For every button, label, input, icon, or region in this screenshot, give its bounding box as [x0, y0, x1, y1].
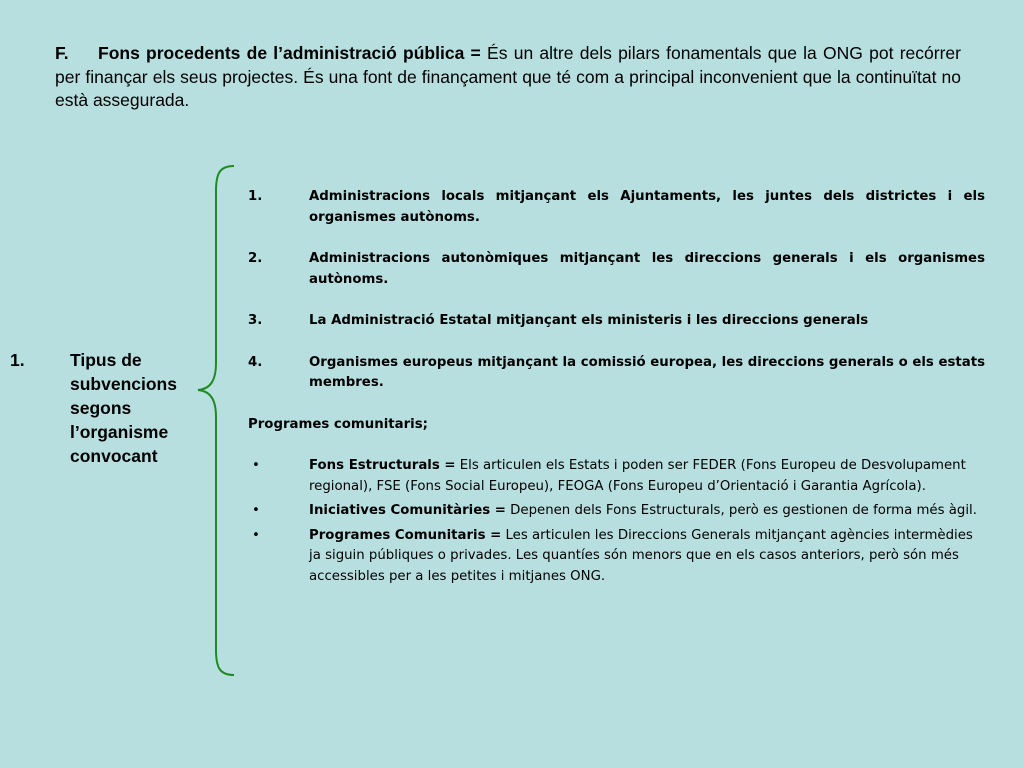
- bullet-title: Iniciatives Comunitàries =: [309, 503, 506, 518]
- list-item: [248, 249, 985, 290]
- subsidy-type-line: subvencions: [70, 374, 177, 394]
- list-number: 4.: [248, 354, 263, 370]
- subsidy-type-line: Tipus de: [70, 350, 142, 370]
- content-list: [248, 187, 985, 591]
- list-text: La Administració Estatal mitjançant els ministeris i les direccions generals: [309, 313, 869, 328]
- bullet-item: [248, 501, 985, 522]
- section-letter: F.: [55, 43, 69, 63]
- header-text: És un altre dels pilars fonamentals que la ONG pot recórrer per finançar els seus projectes. És una font de finançament que té com a principal inconvenient que la continuïtat no està assegurada.: [55, 43, 961, 110]
- bullet-item: [248, 526, 985, 588]
- bullet-text: Les articulen les Direccions Generals mitjançant agències intermèdies ja siguin públiques o privades. Les quantíes són menors que en els casos anteriors, però són més accessibles per a les petites i mitjanes ONG.: [309, 527, 973, 584]
- header-paragraph: [55, 42, 961, 113]
- list-number: 2.: [248, 251, 263, 266]
- bullet-symbol: •: [252, 503, 260, 518]
- programes-heading: Programes comunitaris;: [248, 416, 428, 432]
- subsidy-type-number: 1.: [10, 350, 25, 370]
- list-text: Organismes europeus mitjançant la comissió europea, les direccions generals o els estats membres.: [309, 354, 985, 390]
- bullet-title: Fons Estructurals =: [309, 458, 456, 473]
- header-title: Fons procedents de l’administració pública =: [98, 43, 481, 63]
- curly-brace: [192, 163, 242, 678]
- list-item: [248, 187, 985, 228]
- subsidy-type-line: segons: [70, 398, 132, 418]
- subsidy-type-line: l’organisme: [70, 422, 169, 442]
- list-item: [248, 353, 985, 394]
- subsidy-type-line: convocant: [70, 446, 158, 466]
- bullet-text: Depenen dels Fons Estructurals, però es gestionen de forma més àgil.: [505, 503, 977, 518]
- bullet-symbol: •: [252, 458, 260, 473]
- list-text: Administracions autonòmiques mitjançant les direccions generals i els organismes autònoms.: [309, 251, 985, 287]
- list-text: Administracions locals mitjançant els Ajuntaments, les juntes dels districtes i els organismes autònoms.: [309, 189, 985, 225]
- bullet-text: Els articulen els Estats i poden ser FEDER (Fons Europeu de Desvolupament regional), FSE (Fons Social Europeu), FEOGA (Fons Europeu d’Orientació i Garantia Agrícola).: [309, 458, 966, 494]
- bullet-symbol: •: [252, 527, 260, 543]
- list-number: 1.: [248, 189, 263, 204]
- list-item: [248, 311, 985, 332]
- subsidy-type-label: [70, 348, 200, 468]
- list-number: 3.: [248, 313, 263, 328]
- bullet-title: Programes Comunitaris =: [309, 527, 502, 543]
- curly-brace-path: [198, 166, 234, 675]
- bullet-item: [248, 456, 985, 497]
